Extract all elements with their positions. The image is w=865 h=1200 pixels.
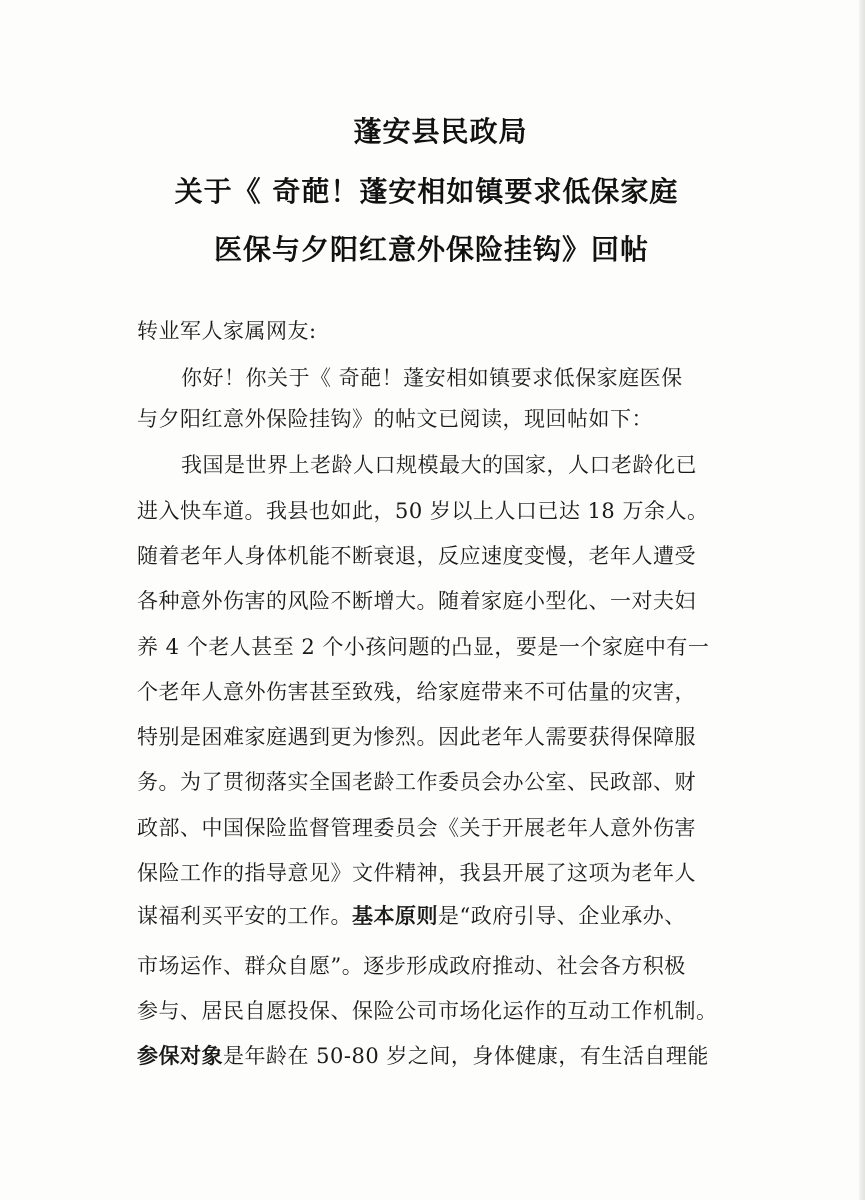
paragraph-1-line-1: 你好！你关于《 奇葩！蓬安相如镇要求低保家庭医保 xyxy=(181,366,683,390)
document-title-line-2: 关于《 奇葩！蓬安相如镇要求低保家庭 xyxy=(174,175,679,208)
paragraph-2-line-4: 各种意外伤害的风险不断增大。随着家庭小型化、一对夫妇 xyxy=(137,589,696,613)
principle-line-lead: 谋福利买平安的工作。 xyxy=(137,904,352,928)
basic-principle-label: 基本原则 xyxy=(352,904,438,928)
paragraph-2-line-10: 保险工作的指导意见》文件精神，我县开展了这项为老年人 xyxy=(137,861,696,885)
principle-line-rest: 是“政府引导、企业承办、 xyxy=(438,904,686,928)
document-title-line-3: 医保与夕阳红意外保险挂钩》回帖 xyxy=(213,233,649,266)
paragraph-3-line-2: 参与、居民自愿投保、保险公司市场化运作的互动工作机制。 xyxy=(137,999,718,1023)
paragraph-2-line-8: 务。为了贯彻落实全国老龄工作委员会办公室、民政部、财 xyxy=(137,770,696,794)
salutation: 转业军人家属网友: xyxy=(137,319,317,343)
paragraph-2-line-1: 我国是世界上老龄人口规模最大的国家，人口老龄化已 xyxy=(181,453,697,477)
target-line-rest: 是年龄在 50-80 岁之间，身体健康，有生活自理能 xyxy=(223,1044,709,1068)
paragraph-3-line-1: 市场运作、群众自愿”。逐步形成政府推动、社会各方积极 xyxy=(137,954,686,978)
paragraph-2-line-6: 个老年人意外伤害甚至致残，给家庭带来不可估量的灾害， xyxy=(137,680,696,704)
target-line xyxy=(137,1040,709,1070)
paragraph-2-line-3: 随着老年人身体机能不断衰退，反应速度变慢，老年人遭受 xyxy=(137,544,696,568)
principle-line xyxy=(137,900,686,930)
paragraph-2-line-7: 特别是困难家庭遇到更为惨烈。因此老年人需要获得保障服 xyxy=(137,725,696,749)
paragraph-2-line-5: 养 4 个老人甚至 2 个小孩问题的凸显，要是一个家庭中有一 xyxy=(137,635,710,659)
paragraph-2-line-9: 政部、中国保险监督管理委员会《关于开展老年人意外伤害 xyxy=(137,816,696,840)
insured-target-label: 参保对象 xyxy=(137,1044,223,1068)
paragraph-2-line-2: 进入快车道。我县也如此，50 岁以上人口已达 18 万余人。 xyxy=(137,499,709,523)
paragraph-1-line-2: 与夕阳红意外保险挂钩》的帖文已阅读，现回帖如下： xyxy=(137,407,653,431)
document-title-line-1: 蓬安县民政局 xyxy=(353,115,528,148)
page-edge-shadow xyxy=(859,0,865,1200)
